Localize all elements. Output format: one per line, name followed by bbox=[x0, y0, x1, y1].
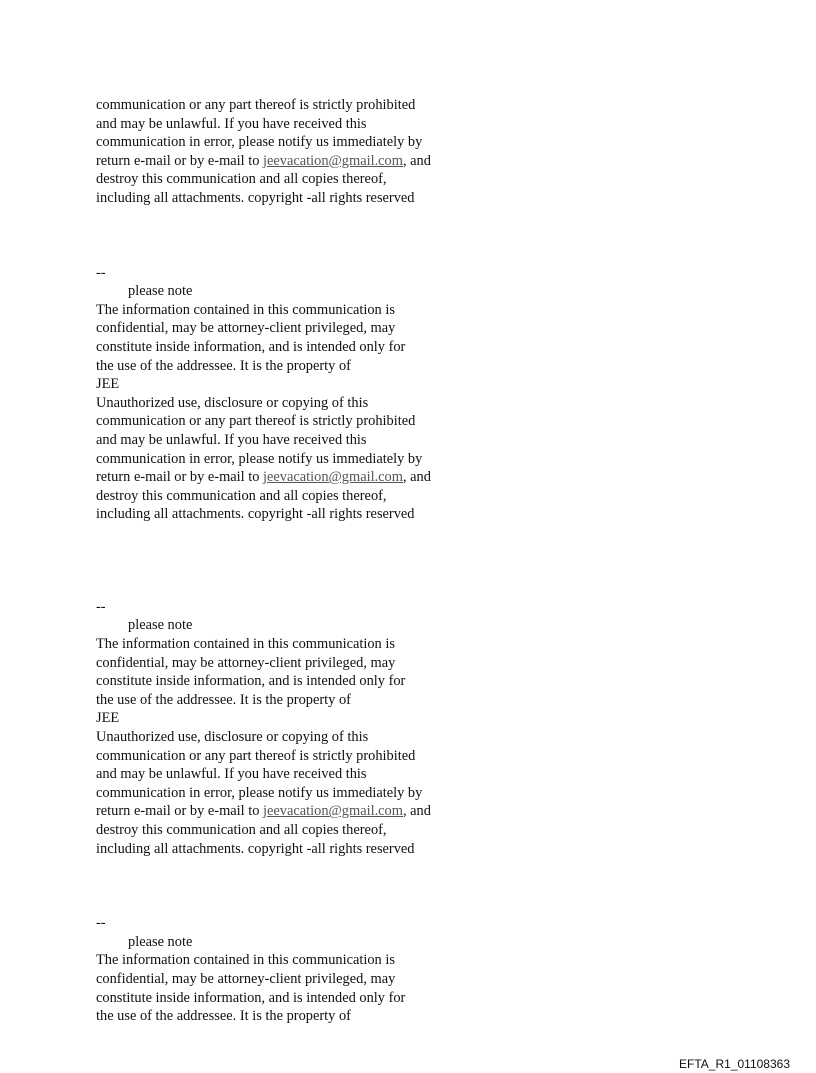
text-line: and may be unlawful. If you have received this bbox=[96, 431, 367, 448]
text-line: and may be unlawful. If you have received this bbox=[96, 115, 367, 132]
disclaimer-block bbox=[96, 264, 516, 524]
separator: -- bbox=[96, 915, 106, 932]
document-id: EFTA_R1_01108363 bbox=[679, 1057, 790, 1071]
text-line: the use of the addressee. It is the property of bbox=[96, 357, 351, 374]
text-line: communication in error, please notify us immediately by bbox=[96, 784, 423, 801]
text-line: communication or any part thereof is strictly prohibited bbox=[96, 97, 416, 113]
text-line: JEE bbox=[96, 710, 120, 727]
separator: -- bbox=[96, 264, 106, 281]
text-fragment: return e-mail or by e-mail to bbox=[96, 152, 264, 169]
email-link[interactable]: jeevacation@gmail.com bbox=[263, 803, 403, 820]
text-line: The information contained in this communication is bbox=[96, 952, 395, 969]
text-fragment: , and bbox=[402, 152, 431, 169]
text-line: communication in error, please notify us immediately by bbox=[96, 450, 423, 467]
text-line: including all attachments. copyright -all rights reserved bbox=[96, 840, 415, 857]
email-line bbox=[96, 802, 516, 821]
text-line: communication or any part thereof is strictly prohibited bbox=[96, 747, 416, 764]
text-line: The information contained in this communication is bbox=[96, 301, 395, 318]
text-line: including all attachments. copyright -all rights reserved bbox=[96, 189, 415, 206]
disclaimer-block-partial bbox=[96, 914, 516, 1026]
email-line bbox=[96, 152, 516, 171]
text-line: communication in error, please notify us immediately by bbox=[96, 134, 423, 151]
text-line: constitute inside information, and is intended only for bbox=[96, 338, 406, 355]
notice-heading: please note bbox=[128, 617, 193, 634]
text-line: including all attachments. copyright -all rights reserved bbox=[96, 506, 415, 523]
text-line: confidential, may be attorney-client privileged, may bbox=[96, 320, 396, 337]
text-line: the use of the addressee. It is the property of bbox=[96, 1008, 351, 1025]
notice-heading: please note bbox=[128, 283, 193, 300]
text-line: destroy this communication and all copies thereof, bbox=[96, 487, 387, 504]
email-document-body bbox=[96, 96, 516, 1026]
email-line bbox=[96, 468, 516, 487]
text-line: destroy this communication and all copies thereof, bbox=[96, 822, 387, 838]
separator: -- bbox=[96, 598, 106, 615]
spacer bbox=[96, 524, 516, 598]
spacer bbox=[96, 858, 516, 914]
spacer bbox=[96, 208, 516, 264]
text-line: constitute inside information, and is intended only for bbox=[96, 989, 406, 1006]
text-line: The information contained in this communication is bbox=[96, 636, 395, 653]
text-line: and may be unlawful. If you have received this bbox=[96, 766, 367, 783]
disclaimer-block bbox=[96, 598, 516, 858]
disclaimer-block-continuation bbox=[96, 96, 516, 208]
text-line: constitute inside information, and is intended only for bbox=[96, 673, 406, 690]
text-line: JEE bbox=[96, 376, 120, 393]
text-fragment: return e-mail or by e-mail to bbox=[96, 469, 264, 486]
text-line: the use of the addressee. It is the property of bbox=[96, 691, 351, 708]
text-fragment: return e-mail or by e-mail to bbox=[96, 803, 264, 820]
text-line: Unauthorized use, disclosure or copying of this bbox=[96, 729, 369, 746]
text-line: confidential, may be attorney-client privileged, may bbox=[96, 970, 396, 987]
text-fragment: , and bbox=[402, 803, 431, 820]
text-line: Unauthorized use, disclosure or copying of this bbox=[96, 394, 369, 411]
text-fragment: , and bbox=[402, 469, 431, 486]
text-line: destroy this communication and all copies thereof, bbox=[96, 171, 387, 188]
text-line: communication or any part thereof is strictly prohibited bbox=[96, 413, 416, 430]
email-link[interactable]: jeevacation@gmail.com bbox=[263, 152, 403, 169]
email-link[interactable]: jeevacation@gmail.com bbox=[263, 469, 403, 486]
notice-heading: please note bbox=[128, 933, 193, 950]
text-line: confidential, may be attorney-client privileged, may bbox=[96, 654, 396, 671]
